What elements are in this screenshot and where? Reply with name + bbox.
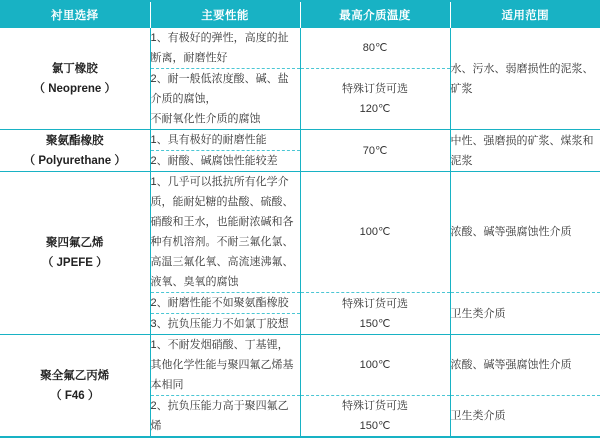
scope-line: 水、污水、弱磨损性的泥浆、矿浆: [451, 59, 600, 99]
scope-cell: [450, 293, 600, 335]
temperature-cell: [300, 69, 450, 130]
temperature-line: 特殊订货可选: [301, 294, 450, 314]
scope-line: 卫生类介质: [451, 406, 600, 426]
material-name: 聚全氟乙丙烯: [0, 366, 150, 386]
temperature-cell: [300, 396, 450, 438]
header-main-performance: 主要性能: [150, 1, 300, 28]
material-alt-name: （ JPEFE ）: [0, 253, 150, 273]
table-row: [0, 172, 600, 293]
material-name: 氯丁橡胶: [0, 59, 150, 79]
table-header-row: [0, 1, 600, 28]
performance-line: 1、不耐发烟硝酸、丁基锂，其他化学性能与聚四氟乙烯基本相同: [151, 335, 300, 395]
performance-cell: [150, 396, 300, 438]
scope-cell: [450, 28, 600, 130]
performance-cell: [150, 335, 300, 396]
material-cell: [0, 130, 150, 172]
temperature-line: 特殊订货可选: [301, 396, 450, 416]
scope-line: 中性、强磨损的矿浆、煤浆和泥浆: [451, 131, 600, 171]
material-alt-name: （ Neoprene ）: [0, 79, 150, 99]
material-cell: [0, 172, 150, 335]
performance-line: 2、耐磨性能不如聚氨酯橡胶: [151, 293, 300, 313]
table-row: [0, 28, 600, 69]
material-alt-name: （ F46 ）: [0, 386, 150, 406]
temperature-cell: [300, 335, 450, 396]
performance-line: 1、具有极好的耐磨性能: [151, 130, 300, 150]
temperature-line: 70℃: [301, 141, 450, 161]
temperature-line: 100℃: [301, 222, 450, 242]
temperature-cell: [300, 293, 450, 335]
table-row: [0, 130, 600, 151]
performance-cell: [150, 172, 300, 293]
header-applicable-scope: 适用范围: [450, 1, 600, 28]
temperature-line: 120℃: [301, 99, 450, 119]
performance-cell: [150, 130, 300, 151]
material-cell: [0, 28, 150, 130]
temperature-cell: [300, 130, 450, 172]
scope-line: 卫生类介质: [451, 304, 600, 324]
performance-cell: [150, 314, 300, 335]
performance-cell: [150, 28, 300, 69]
temperature-line: 150℃: [301, 314, 450, 334]
performance-line: 3、抗负压能力不如氯丁胶想: [151, 314, 300, 334]
material-name: 聚氨酯橡胶: [0, 131, 150, 151]
performance-cell: [150, 151, 300, 172]
scope-line: 浓酸、碱等强腐蚀性介质: [451, 222, 600, 242]
performance-line: 2、耐酸、碱腐蚀性能较差: [151, 151, 300, 171]
performance-line: 1、有极好的弹性，高度的扯断离，耐磨性好: [151, 28, 300, 68]
temperature-cell: [300, 172, 450, 293]
performance-cell: [150, 69, 300, 130]
header-max-temperature: 最高介质温度: [300, 1, 450, 28]
scope-cell: [450, 130, 600, 172]
performance-line: 不耐氧化性介质的腐蚀: [151, 109, 300, 129]
temperature-line: 100℃: [301, 355, 450, 375]
scope-line: 浓酸、碱等强腐蚀性介质: [451, 355, 600, 375]
temperature-line: 150℃: [301, 416, 450, 436]
table-row: [0, 335, 600, 396]
header-liner-selection: 衬里选择: [0, 1, 150, 28]
scope-cell: [450, 172, 600, 293]
temperature-line: 特殊订货可选: [301, 79, 450, 99]
performance-cell: [150, 293, 300, 314]
scope-cell: [450, 396, 600, 438]
performance-line: 2、耐一般低浓度酸、碱、盐介质的腐蚀，: [151, 69, 300, 109]
material-cell: [0, 335, 150, 438]
table-header: [0, 1, 600, 28]
temperature-cell: [300, 28, 450, 69]
material-alt-name: （ Polyurethane ）: [0, 151, 150, 171]
temperature-line: 80℃: [301, 38, 450, 58]
performance-line: 1、几乎可以抵抗所有化学介质，能耐妃糖的盐酸、硫酸、硝酸和王水，也能耐浓碱和各种有机溶剂。不耐三氟化氯、高温三氟化氧、高流速沸氟、液氧、臭氧的腐蚀: [151, 172, 300, 292]
table-body: [0, 28, 600, 437]
scope-cell: [450, 335, 600, 396]
performance-line: 2、抗负压能力高于聚四氟乙烯: [151, 396, 300, 436]
material-name: 聚四氟乙烯: [0, 233, 150, 253]
